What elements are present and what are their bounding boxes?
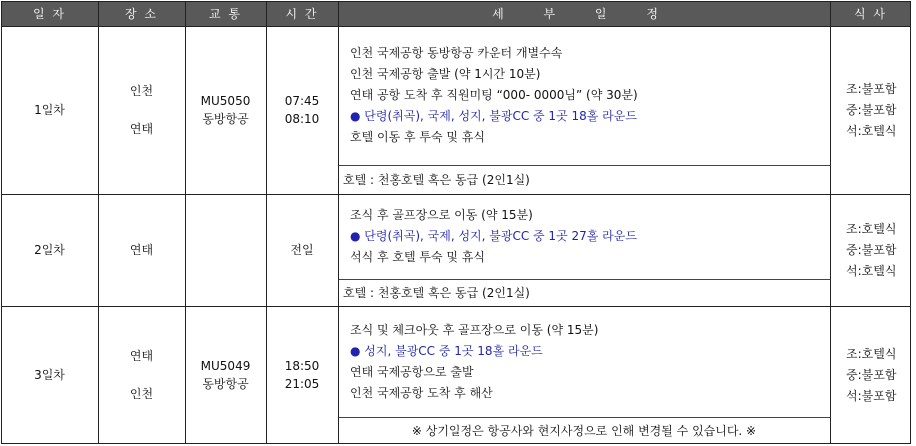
header-transport: 교 통: [185, 1, 266, 26]
day2-lunch: 중:불포함: [846, 242, 897, 257]
day1-schedule: [338, 26, 830, 165]
day2-hotel: 호텔 : 천홍호텔 혹은 동급 (2인1실): [343, 286, 530, 300]
day2-line-2: ● 단령(취곡), 국제, 성지, 불광CC 중 1곳 27홀 라운드: [350, 229, 637, 243]
day1-transport: [185, 26, 266, 194]
schedule-change-notice: ※ 상기일정은 항공사와 현지사정으로 인해 변경될 수 있습니다. ※: [411, 424, 757, 438]
grid-line-day3-notice: [338, 417, 830, 418]
grid-line-col1: [98, 1, 99, 444]
day3-place: [98, 306, 185, 444]
day2-day: 2일차: [34, 243, 65, 257]
header-time: 시 간: [266, 1, 338, 26]
day3-transport: [185, 306, 266, 444]
grid-line-day2-hotel: [338, 279, 830, 280]
grid-line-col4: [338, 1, 339, 444]
day2-dinner: 석:호텔식: [846, 263, 897, 278]
day3-departure-time: 18:50: [284, 359, 320, 373]
itinerary-table: [1, 1, 911, 444]
day3-lunch: 중:불포함: [846, 367, 897, 382]
day3-place-from: 연태: [129, 349, 154, 363]
day1-line-3: 연태 공항 도착 후 직원미팅 “000- 0000님” (약 30분): [350, 88, 638, 102]
day1-place-to: 연태: [129, 122, 154, 136]
day1-label: [1, 26, 98, 194]
day2-line-3: 석식 후 호텔 투숙 및 휴식: [350, 250, 485, 264]
day1-meals: [830, 26, 911, 194]
day1-day: 1일차: [34, 103, 65, 117]
day2-meals: [830, 194, 911, 306]
day3-line-3: 연태 국제공항으로 출발: [350, 364, 474, 379]
day1-dinner: 석:호텔식: [846, 123, 897, 138]
day3-place-to: 인천: [129, 387, 154, 401]
day3-airline: 동방항공: [202, 377, 249, 391]
day1-lunch: 중:불포함: [846, 102, 897, 117]
day1-line-5: 호텔 이동 후 투숙 및 휴식: [350, 130, 485, 144]
day3-line-4: 인천 국제공항 도착 후 해산: [350, 385, 493, 400]
day3-flight-number: MU5049: [200, 359, 251, 373]
day3-arrival-time: 21:05: [284, 377, 320, 391]
grid-line-top: [1, 1, 911, 2]
day1-departure-time: 07:45: [284, 94, 320, 108]
day1-airline: 동방항공: [202, 112, 249, 126]
day3-breakfast: 조:호텔식: [846, 346, 897, 361]
day1-arrival-time: 08:10: [284, 112, 320, 126]
day1-place-from: 인천: [129, 84, 154, 98]
grid-line-col5: [830, 1, 831, 444]
day1-hotel: 호텔 : 천홍호텔 혹은 동급 (2인1실): [343, 173, 530, 187]
grid-line-day1-hotel: [338, 165, 830, 166]
day1-place: [98, 26, 185, 194]
day3-dinner: 석:불포함: [846, 388, 897, 403]
day2-schedule: [338, 194, 830, 279]
day1-line-4: ● 단령(취곡), 국제, 성지, 불광CC 중 1곳 18홀 라운드: [350, 109, 637, 123]
header-meal: 식 사: [830, 1, 911, 26]
day2-place: [98, 194, 185, 306]
day3-schedule: [338, 306, 830, 417]
day3-line-1: 조식 및 체크아웃 후 골프장으로 이동 (약 15분): [350, 322, 599, 337]
day3-day: 3일차: [34, 368, 65, 382]
day2-time: [266, 194, 338, 306]
day2-breakfast: 조:호텔식: [846, 221, 897, 236]
day2-line-1: 조식 후 골프장으로 이동 (약 15분): [350, 208, 533, 222]
grid-line-col3: [266, 1, 267, 444]
grid-line-col2: [185, 1, 186, 444]
grid-line-day2: [1, 306, 911, 307]
grid-line-right: [910, 1, 911, 444]
header-detail: 세 부 일 정: [338, 1, 830, 26]
day3-meals: [830, 306, 911, 444]
grid-line-day1: [1, 194, 911, 195]
day1-time: [266, 26, 338, 194]
day1-line-2: 인천 국제공항 출발 (약 1시간 10분): [350, 67, 541, 81]
day2-label: [1, 194, 98, 306]
header-day: 일 자: [1, 1, 98, 26]
day2-time-value: 전일: [290, 243, 314, 257]
day3-label: [1, 306, 98, 444]
day3-time: [266, 306, 338, 444]
day1-flight-number: MU5050: [200, 94, 251, 108]
grid-line-bottom: [1, 443, 911, 444]
day1-breakfast: 조:불포함: [846, 81, 897, 96]
header-place: 장 소: [98, 1, 185, 26]
day3-line-2: ● 성지, 불광CC 중 1곳 18홀 라운드: [350, 343, 543, 358]
grid-line-left: [1, 1, 2, 444]
day2-place-name: 연태: [129, 243, 154, 257]
day1-line-1: 인천 국제공항 동방항공 카운터 개별수속: [350, 46, 563, 60]
grid-line-header: [1, 26, 911, 27]
